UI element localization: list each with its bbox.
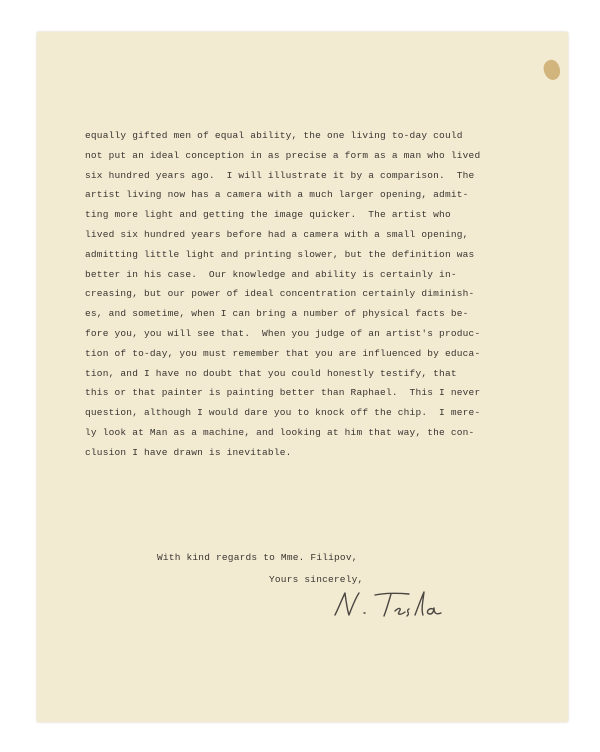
body-line: tion, and I have no doubt that you could honestly testify, that [85,367,457,379]
body-line: ting more light and getting the image quicker. The artist who [85,209,451,221]
body-line: admitting little light and printing slower, but the definition was [85,248,475,260]
letter-page [37,32,568,722]
body-line: equally gifted men of equal ability, the one living to-day could [85,130,463,141]
body-line: not put an ideal conception in as precise a form as a man who lived [85,149,481,161]
letter-body [85,126,565,463]
body-line: creasing, but our power of ideal concentration certainly diminish- [85,288,475,300]
regards-line: With kind regards to Mme. Filipov, [157,552,358,563]
signature [329,585,449,625]
body-line: artist living now has a camera with a much larger opening, admit- [85,189,469,201]
paper-stain [541,58,564,83]
body-line: tion of to-day, you must remember that you are influenced by educa- [85,347,481,359]
body-line: fore you, you will see that. When you judge of an artist's produc- [85,327,481,339]
body-line: better in his case. Our knowledge and ability is certainly in- [85,268,457,280]
body-line: es, and sometime, when I can bring a number of physical facts be- [85,308,469,320]
body-line: this or that painter is painting better than Raphael. This I never [85,387,481,399]
body-line: six hundred years ago. I will illustrate it by a comparison. The [85,169,475,181]
body-line: question, although I would dare you to knock off the chip. I mere- [85,407,481,419]
valediction: Yours sincerely, [269,574,364,585]
body-line: lived six hundred years before had a camera with a small opening, [85,228,469,240]
body-line: ly look at Man as a machine, and looking at him that way, the con- [85,426,475,438]
body-line: clusion I have drawn is inevitable. [85,446,292,458]
